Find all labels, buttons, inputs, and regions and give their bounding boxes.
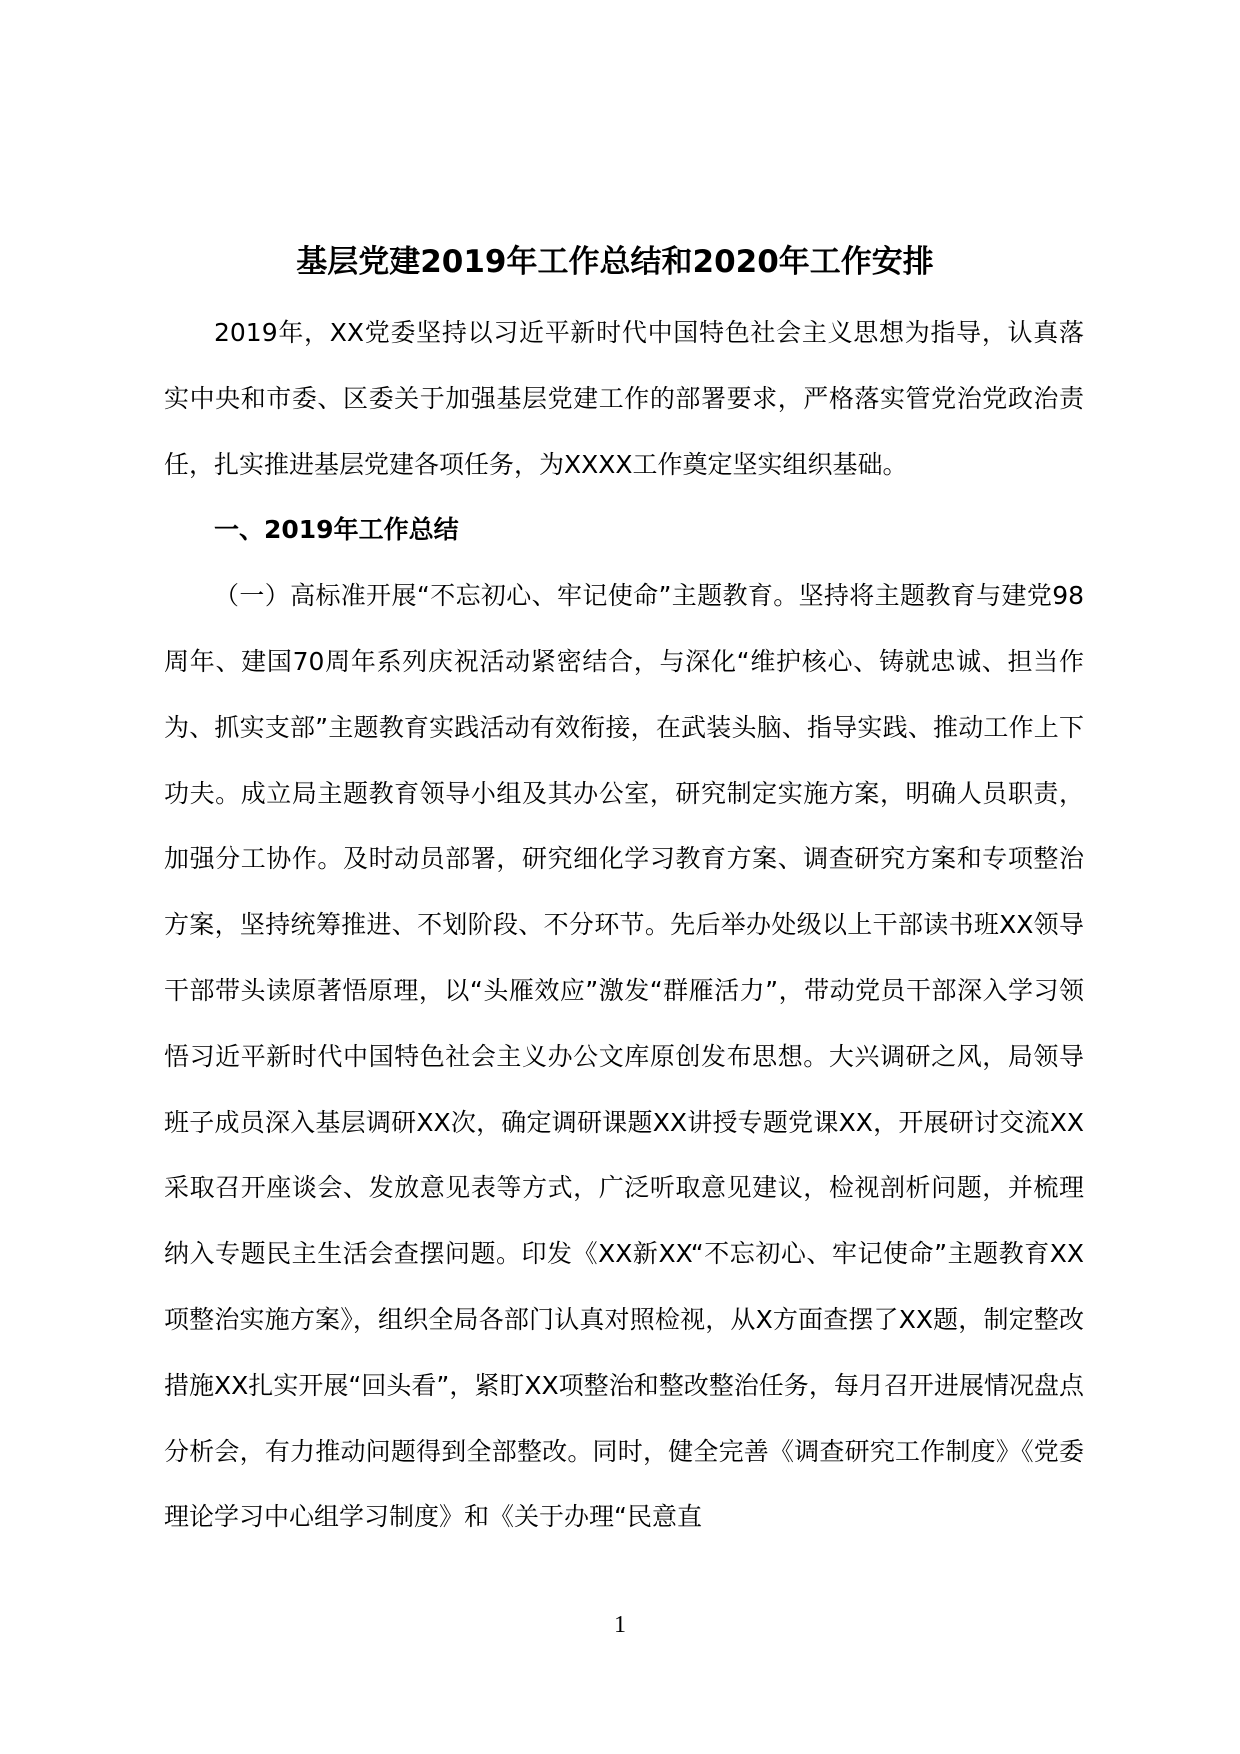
section-paragraph: （一）高标准开展“不忘初心、牢记使命”主题教育。坚持将主题教育与建党98周年、建国70周年系列庆祝活动紧密结合，与深化“维护核心、铸就忠诚、担当作为、抓实支部”主题教育实践活动有效衔接，在武装头脑、指导实践、推动工作上下功夫。成立局主题教育领导小组及其办公室，研究制定实施方案，明确人员职责，加强分工协作。及时动员部署，研究细化学习教育方案、调查研究方案和专项整治方案，坚持统筹推进、不划阶段、不分环节。先后举办处级以上干部读书班XX领导干部带头读原著悟原理，以“头雁效应”激发“群雁活力”，带动党员干部深入学习领悟习近平新时代中国特色社会主义办公文库原创发布思想。大兴调研之风，局领导班子成员深入基层调研XX次，确定调研课题XX讲授专题党课XX，开展研讨交流XX采取召开座谈会、发放意见表等方式，广泛听取意见建议，检视剖析问题，并梳理纳入专题民主生活会查摆问题。印发《XX新XX“不忘初心、牢记使命”主题教育XX项整治实施方案》，组织全局各部门认真对照检视，从X方面查摆了XX题，制定整改措施XX扎实开展“回头看”，紧盯XX项整治和整改整治任务，每月召开进展情况盘点分析会，有力推动问题得到全部整改。同时，健全完善《调查研究工作制度》《党委理论学习中心组学习制度》和《关于办理“民意直 <box>164 581 1084 1532</box>
page-number: 1 <box>614 1612 626 1638</box>
document-body <box>164 300 1084 1550</box>
page-title: 基层党建2019年工作总结和2020年工作安排 <box>296 244 934 280</box>
section-heading: 一、2019年工作总结 <box>214 515 459 545</box>
intro-paragraph: 2019年，XX党委坚持以习近平新时代中国特色社会主义思想为指导，认真落实中央和市委、区委关于加强基层党建工作的部署要求，严格落实管党治党政治责任，扎实推进基层党建各项任务，为XXXX工作奠定坚实组织基础。 <box>164 318 1084 479</box>
